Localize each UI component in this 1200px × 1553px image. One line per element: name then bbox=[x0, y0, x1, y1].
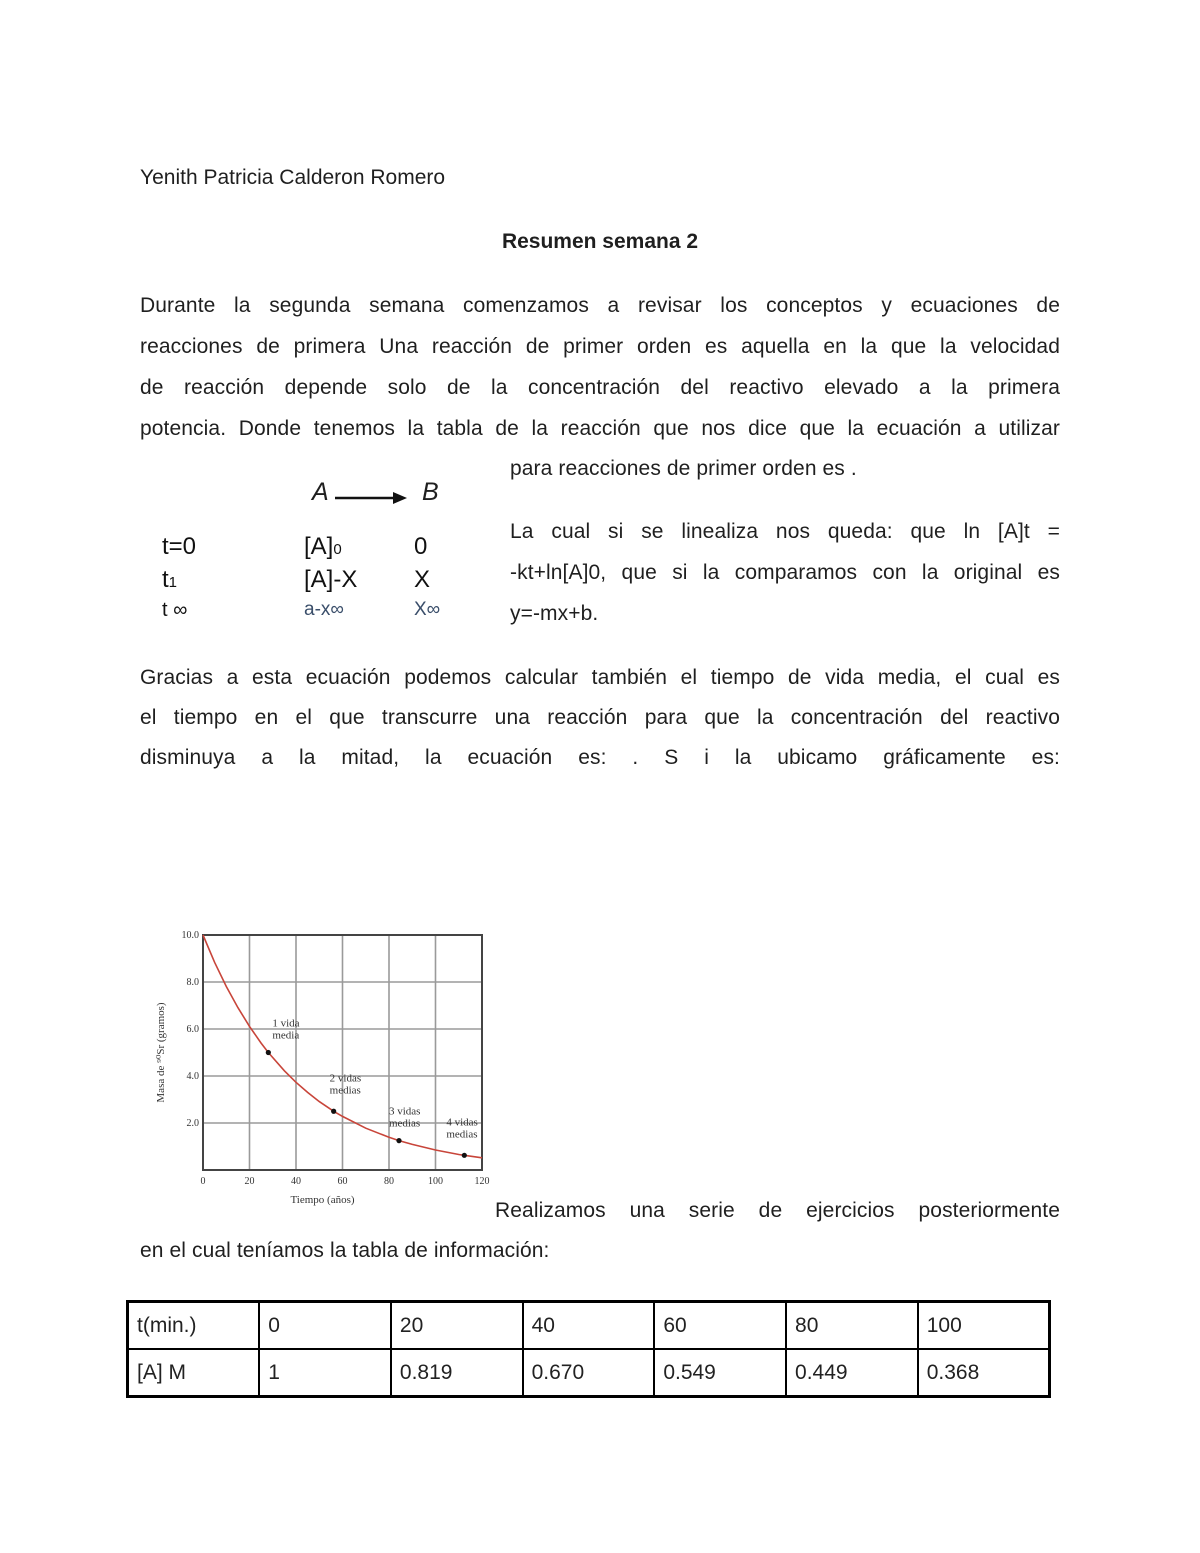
table-cell: 0.819 bbox=[391, 1349, 523, 1397]
annotation-label: 3 vidas bbox=[388, 1105, 421, 1118]
table-cell: 0.670 bbox=[523, 1349, 655, 1397]
table-cell: [A] M bbox=[128, 1349, 260, 1397]
x-tick-label: 100 bbox=[428, 1176, 443, 1187]
time-label: t ∞ bbox=[162, 599, 188, 621]
time-label: t=0 bbox=[162, 533, 197, 560]
time-text: t bbox=[162, 566, 169, 593]
text-line: Gracias a esta ecuación podemos calcular también el tiempo de vida media, el cual es bbox=[140, 666, 1060, 689]
data-table bbox=[126, 1300, 1051, 1398]
table-cell: 80 bbox=[786, 1302, 918, 1350]
text-line: Durante la segunda semana comenzamos a revisar los conceptos y ecuaciones de bbox=[140, 294, 1060, 317]
table-cell: 0.368 bbox=[918, 1349, 1050, 1397]
half-life-point bbox=[462, 1153, 467, 1158]
text-line: potencia. Donde tenemos la tabla de la reacción que nos dice que la ecuación a utilizar bbox=[140, 417, 1060, 440]
x-tick-label: 120 bbox=[474, 1176, 490, 1187]
half-life-point bbox=[266, 1050, 271, 1055]
text-line: La cual si se linealiza nos queda: que ln [A]t = bbox=[510, 520, 1060, 543]
reaction-row bbox=[162, 531, 482, 563]
text-line: el tiempo en el que transcurre una reacción para que la concentración del reactivo bbox=[140, 706, 1060, 729]
subscript: 0 bbox=[333, 541, 342, 558]
half-life-point bbox=[331, 1109, 336, 1114]
text-line: para reacciones de primer orden es . bbox=[510, 457, 857, 480]
reaction-row bbox=[162, 594, 482, 626]
product-label: B bbox=[422, 478, 439, 506]
reaction-arrow-icon bbox=[335, 490, 407, 506]
decay-chart bbox=[150, 920, 495, 1210]
annotation-label: 1 vida bbox=[272, 1017, 300, 1030]
text-line: reacciones de primera Una reacción de primer orden es aquella en la que la velocidad bbox=[140, 335, 1060, 358]
reactant-conc bbox=[304, 531, 342, 566]
half-life-point bbox=[396, 1138, 401, 1143]
y-tick-label: 4.0 bbox=[186, 1071, 199, 1082]
y-tick-label: 6.0 bbox=[186, 1024, 199, 1035]
x-tick-label: 80 bbox=[384, 1176, 394, 1187]
paragraph-intro bbox=[140, 285, 1060, 449]
author-name: Yenith Patricia Calderon Romero bbox=[140, 166, 446, 189]
y-tick-label: 8.0 bbox=[186, 977, 199, 988]
table-cell: 0 bbox=[259, 1302, 391, 1350]
table-row bbox=[128, 1349, 1050, 1397]
paragraph-exercises bbox=[140, 1190, 1060, 1270]
x-tick-label: 20 bbox=[244, 1176, 255, 1187]
reaction-row bbox=[162, 564, 482, 596]
text-line: Realizamos una serie de ejercicios posteriormente bbox=[495, 1199, 1060, 1222]
reactant-conc-text: [A] bbox=[304, 533, 334, 560]
x-tick-label: 40 bbox=[291, 1176, 301, 1187]
annotation-label: medias bbox=[388, 1117, 421, 1130]
y-tick-label: 10.0 bbox=[181, 930, 199, 941]
document-title: Resumen semana 2 bbox=[501, 230, 699, 253]
subscript: 1 bbox=[168, 574, 178, 591]
annotation-label: medias bbox=[329, 1084, 361, 1097]
annotation-label: 2 vidas bbox=[329, 1072, 362, 1085]
table-row bbox=[128, 1302, 1050, 1350]
text-line: y=-mx+b. bbox=[510, 602, 599, 625]
x-tick-label: 60 bbox=[337, 1176, 348, 1187]
table-cell: 60 bbox=[654, 1302, 786, 1350]
product-conc: X∞ bbox=[414, 599, 441, 620]
text-line: en el cual teníamos la tabla de información: bbox=[140, 1239, 550, 1262]
x-tick-label: 0 bbox=[200, 1176, 206, 1187]
paragraph-half-life bbox=[140, 657, 1060, 777]
table-cell: 20 bbox=[391, 1302, 523, 1350]
x-axis-label: Tiempo (años) bbox=[290, 1194, 355, 1206]
paragraph-linearization bbox=[510, 448, 1060, 634]
reactant-conc: a-x∞ bbox=[304, 599, 344, 620]
y-axis-label: Masa de ⁹⁰Sr (gramos) bbox=[155, 1002, 167, 1103]
text-line: de reacción depende solo de la concentración del reactivo elevado a la primera bbox=[140, 376, 1060, 399]
reactant-conc: [A]-X bbox=[304, 566, 358, 593]
table-cell: t(min.) bbox=[128, 1302, 260, 1350]
annotation-label: media bbox=[272, 1029, 300, 1042]
table-cell: 100 bbox=[918, 1302, 1050, 1350]
annotation-label: medias bbox=[446, 1128, 478, 1141]
y-tick-label: 2.0 bbox=[186, 1118, 199, 1129]
table-cell: 0.449 bbox=[786, 1349, 918, 1397]
table-cell: 1 bbox=[259, 1349, 391, 1397]
product-conc: 0 bbox=[414, 533, 428, 560]
reactant-label: A bbox=[312, 478, 329, 506]
table-cell: 40 bbox=[523, 1302, 655, 1350]
annotation-label: 4 vidas bbox=[446, 1116, 478, 1129]
text-line: disminuya a la mitad, la ecuación es: . S i la ubicamo gráficamente es: bbox=[140, 746, 1060, 769]
text-line: -kt+ln[A]0, que si la comparamos con la original es bbox=[510, 561, 1060, 584]
table-cell: 0.549 bbox=[654, 1349, 786, 1397]
reaction-scheme bbox=[150, 476, 480, 636]
product-conc: X bbox=[414, 566, 431, 593]
